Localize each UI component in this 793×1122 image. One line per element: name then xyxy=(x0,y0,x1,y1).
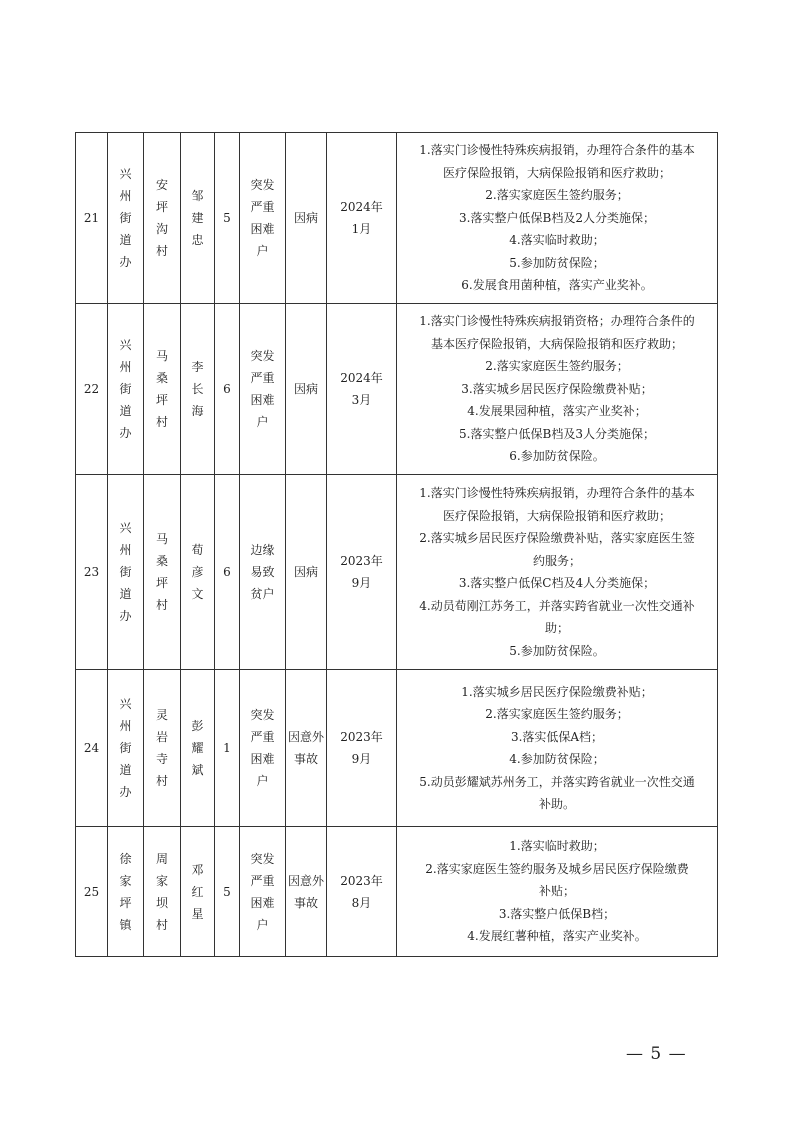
measure-line: 1.落实临时救助； xyxy=(509,839,605,854)
risk-cause: 因病 xyxy=(293,565,318,579)
village-cell xyxy=(144,670,181,827)
cause-cell xyxy=(286,133,327,304)
measure-line: 2.落实家庭医生签约服务及城乡居民医疗保险缴费 xyxy=(425,861,689,876)
measure-line: 3.落实整户低保C档及4人分类施保； xyxy=(458,576,656,590)
household-head-name: 邹建忠 xyxy=(191,189,204,247)
town-name: 兴州街道办 xyxy=(119,521,132,623)
identified-date: 2023年9月 xyxy=(340,730,383,766)
measure-line: 2.落实城乡居民医疗保险缴费补贴，落实家庭医生签 xyxy=(419,531,695,545)
household-type: 突发严重困难户 xyxy=(250,851,275,932)
name-cell xyxy=(181,133,215,304)
town-cell xyxy=(108,304,144,475)
measure-line: 1.落实门诊慢性特殊疾病报销，办理符合条件的基本 xyxy=(419,143,695,158)
household-size: 5 xyxy=(215,827,240,957)
measure-line: 2.落实家庭医生签约服务； xyxy=(485,188,629,203)
measures-cell xyxy=(397,670,718,827)
household-size: 6 xyxy=(215,304,240,475)
identified-date: 2024年1月 xyxy=(340,200,383,236)
village-name: 马桑坪村 xyxy=(155,349,168,429)
town-name: 兴州街道办 xyxy=(119,338,132,440)
measure-line: 1.落实城乡居民医疗保险缴费补贴； xyxy=(461,684,653,699)
measure-line: 3.落实整户低保B档及2人分类施保； xyxy=(459,210,655,225)
measure-line: 助； xyxy=(544,621,569,635)
row-number: 22 xyxy=(76,304,108,475)
household-type: 突发严重困难户 xyxy=(250,708,275,788)
row-number: 25 xyxy=(76,827,108,957)
household-size: 5 xyxy=(215,133,240,304)
risk-cause: 因病 xyxy=(293,382,318,396)
town-name: 兴州街道办 xyxy=(119,697,132,799)
name-cell xyxy=(181,670,215,827)
identified-date: 2024年3月 xyxy=(340,371,383,407)
row-number: 23 xyxy=(76,475,108,670)
village-name: 周家坝村 xyxy=(155,851,168,932)
household-type: 突发严重困难户 xyxy=(250,349,275,429)
type-cell xyxy=(240,304,286,475)
town-name: 兴州街道办 xyxy=(119,167,132,269)
town-cell xyxy=(108,475,144,670)
table-row xyxy=(76,670,718,827)
table-row xyxy=(76,133,718,304)
cause-cell xyxy=(286,475,327,670)
village-name: 灵岩寺村 xyxy=(155,708,168,788)
measure-line: 4.发展果园种植，落实产业奖补； xyxy=(467,404,647,419)
measure-line: 6.参加防贫保险。 xyxy=(509,449,605,464)
measure-line: 补贴； xyxy=(538,884,575,899)
measure-line: 约服务； xyxy=(532,553,581,568)
measure-line: 1.落实门诊慢性特殊疾病报销，办理符合条件的基本 xyxy=(419,486,695,500)
measure-line: 2.落实家庭医生签约服务； xyxy=(485,707,629,721)
village-name: 马桑坪村 xyxy=(155,532,168,612)
measure-line: 医疗保险报销，大病保险报销和医疗救助； xyxy=(442,165,671,180)
measure-line: 补助。 xyxy=(538,797,575,811)
measure-line: 3.落实低保A档； xyxy=(510,729,604,744)
cause-cell xyxy=(286,304,327,475)
name-cell xyxy=(181,827,215,957)
household-head-name: 彭耀斌 xyxy=(191,719,204,777)
town-cell xyxy=(108,670,144,827)
table-row xyxy=(76,827,718,957)
cause-cell xyxy=(286,670,327,827)
identified-date: 2023年8月 xyxy=(340,873,383,910)
measure-line: 4.参加防贫保险； xyxy=(509,752,605,766)
measure-line: 1.落实门诊慢性特殊疾病报销资格；办理符合条件的 xyxy=(419,314,695,329)
household-size: 6 xyxy=(215,475,240,670)
measures-cell xyxy=(397,827,718,957)
village-cell xyxy=(144,133,181,304)
village-cell xyxy=(144,304,181,475)
date-cell xyxy=(327,670,397,827)
type-cell xyxy=(240,827,286,957)
household-type: 突发严重困难户 xyxy=(250,178,275,258)
household-head-name: 邓红星 xyxy=(191,862,204,921)
identified-date: 2023年9月 xyxy=(340,554,383,590)
measure-line: 5.落实整户低保B档及3人分类施保； xyxy=(459,426,655,441)
row-number: 24 xyxy=(76,670,108,827)
village-name: 安坪沟村 xyxy=(155,178,168,258)
date-cell xyxy=(327,475,397,670)
village-cell xyxy=(144,827,181,957)
measures-cell xyxy=(397,475,718,670)
measure-line: 3.落实整户低保B档； xyxy=(498,906,616,921)
household-type: 边缘易致贫户 xyxy=(250,543,275,601)
household-head-name: 李长海 xyxy=(191,360,204,418)
type-cell xyxy=(240,475,286,670)
name-cell xyxy=(181,475,215,670)
date-cell xyxy=(327,827,397,957)
household-size: 1 xyxy=(215,670,240,827)
town-cell xyxy=(108,133,144,304)
records-table xyxy=(75,132,718,957)
village-cell xyxy=(144,475,181,670)
measures-cell xyxy=(397,304,718,475)
measure-line: 4.落实临时救助； xyxy=(509,233,605,248)
measures-cell xyxy=(397,133,718,304)
type-cell xyxy=(240,670,286,827)
measure-line: 5.参加防贫保险。 xyxy=(509,643,605,658)
measure-line: 6.发展食用菌种植，落实产业奖补。 xyxy=(461,278,653,293)
date-cell xyxy=(327,133,397,304)
measure-line: 2.落实家庭医生签约服务； xyxy=(485,359,629,374)
measure-line: 医疗保险报销，大病保险报销和医疗救助； xyxy=(442,508,671,523)
town-cell xyxy=(108,827,144,957)
risk-cause: 因病 xyxy=(293,211,318,225)
risk-cause: 因意外事故 xyxy=(287,730,324,766)
measure-line: 3.落实城乡居民医疗保险缴费补贴； xyxy=(461,381,653,396)
date-cell xyxy=(327,304,397,475)
household-head-name: 荀彦文 xyxy=(191,543,204,601)
risk-cause: 因意外事故 xyxy=(287,873,324,910)
row-number: 21 xyxy=(76,133,108,304)
table-row xyxy=(76,475,718,670)
measure-line: 基本医疗保险报销，大病保险报销和医疗救助； xyxy=(430,336,683,351)
measure-line: 5.参加防贫保险； xyxy=(509,255,605,270)
measure-line: 5.动员彭耀斌苏州务工，并落实跨省就业一次性交通 xyxy=(419,774,695,789)
page-number: — 5 — xyxy=(626,1044,687,1064)
name-cell xyxy=(181,304,215,475)
cause-cell xyxy=(286,827,327,957)
table-row xyxy=(76,304,718,475)
measure-line: 4.发展红薯种植，落实产业奖补。 xyxy=(467,929,647,944)
type-cell xyxy=(240,133,286,304)
measure-line: 4.动员荀刚江苏务工，并落实跨省就业一次性交通补 xyxy=(419,598,695,613)
town-name: 徐家坪镇 xyxy=(119,851,132,932)
